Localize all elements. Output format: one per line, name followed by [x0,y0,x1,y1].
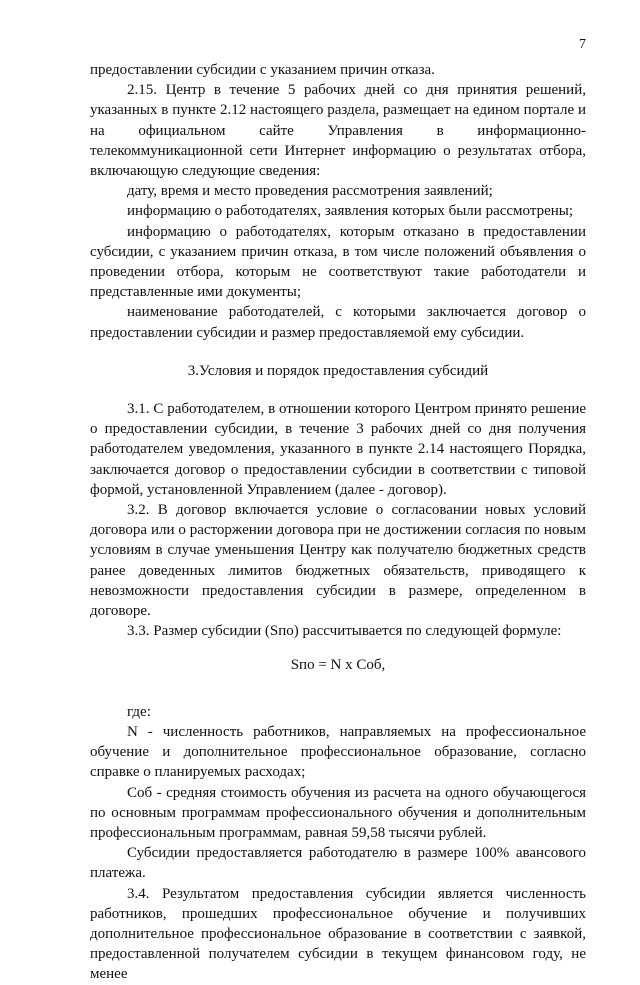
subsidy-formula: Sпо = N x Соб, [290,657,386,674]
paragraph-continuation: предоставлении субсидии с указанием причин отказа. [90,62,435,78]
paragraph-advance-payment: Субсидии предоставляется работодателю в размере 100% авансового платежа. [90,845,586,882]
paragraph-3-2: 3.2. В договор включается условие о согласовании новых условий договора или о расторжении договора при не достижении согласия по новым условиям в случае уменьшения Центру как получателю бюджетных средств ранее доведенных лимитов бюджетных обязательств, приводящего к невозможности предоставления субсидии в размере, определенном в договоре. [90,502,586,620]
paragraph-where: где: [127,703,151,720]
list-item-date-time-place: дату, время и место проведения рассмотрения заявлений; [127,183,493,200]
list-item-rejected-employers: информацию о работодателях, которым отказано в предоставлении субсидии, с указанием причин отказа, в том числе положений объявления о проведении отбора, которым не соответствуют такие работодатели и представленные ими документы; [90,223,586,301]
paragraph-3-1: 3.1. С работодателем, в отношении которого Центром принято решение о предоставлении субсидии, в течение 3 рабочих дней со дня получения работодателем уведомления, указанного в пункте 2.14 настоящего Порядка, заключается договор о предоставлении субсидии в соответствии с типовой формой, установленной Управлением (далее - договор). [90,401,586,498]
list-item-contracted-employers: наименование работодателей, с которыми заключается договор о предоставлении субсидии и размер предоставляемой ему субсидии. [90,304,586,341]
document-page [90,0,586,983]
definition-cob: Соб - средняя стоимость обучения из расчета на одного обучающегося по основным программам профессионального обучения и дополнительным профессиональным программам, равная 59,58 тысячи рублей. [90,784,586,841]
paragraph-2-15: 2.15. Центр в течение 5 рабочих дней со дня принятия решений, указанных в пункте 2.12 настоящего раздела, размещает на едином портале и на официальном сайте Управления в информационно-телекоммуникационной сети Интернет информацию о результатах отбора, включающую следующие сведения: [90,82,586,180]
section-3-heading: 3.Условия и порядок предоставления субсидий [187,362,489,379]
paragraph-3-3: 3.3. Размер субсидии (Sпо) рассчитывается по следующей формуле: [127,623,562,640]
list-item-reviewed-employers: информацию о работодателях, заявления которых были рассмотрены; [127,203,574,220]
definition-n: N - численность работников, направляемых на профессиональное обучение и дополнительное профессиональное образование, согласно справке о планируемых расходах; [90,723,586,781]
page-number: 7 [579,37,586,52]
document-body [90,60,586,985]
paragraph-3-4: 3.4. Результатом предоставления субсидии является численность работников, прошедших профессиональное обучение и получивших дополнительное профессиональное образование в соответствии с заявкой, предоставленной получателем субсидии в текущем финансовом году, не менее [90,885,586,983]
